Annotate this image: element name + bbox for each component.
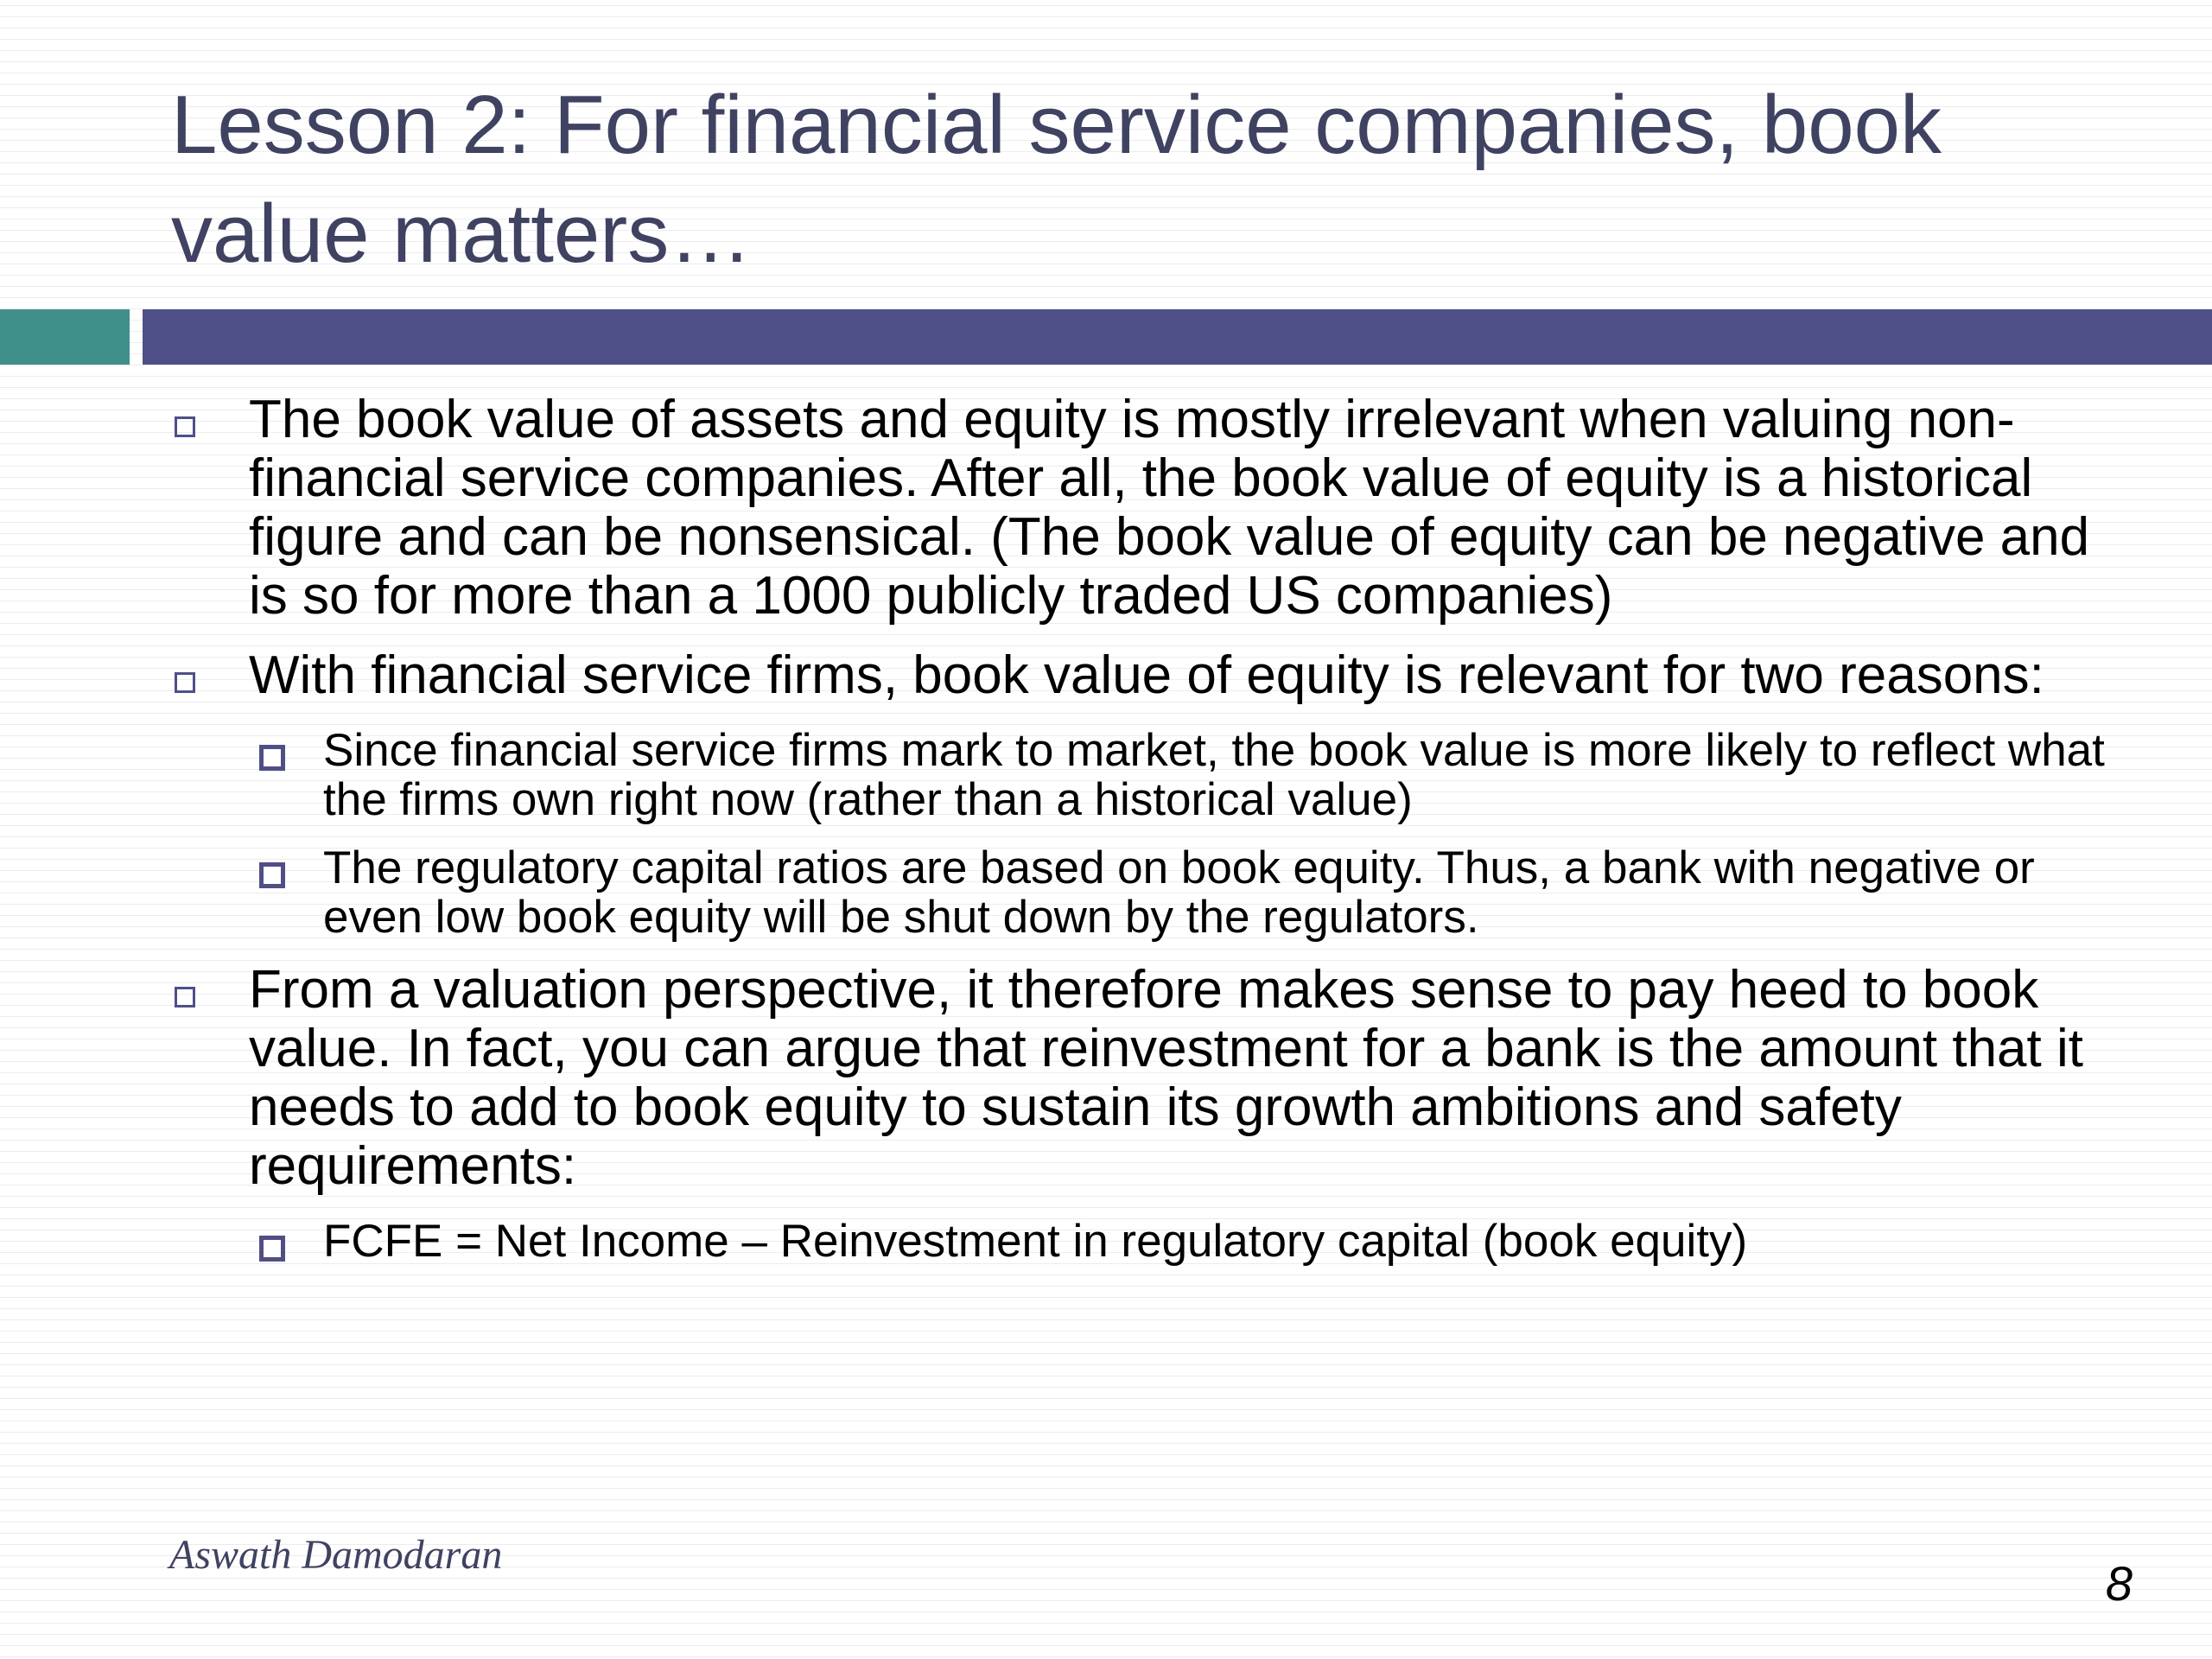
bullet-text: With financial service firms, book value of equity is relevant for two reasons: xyxy=(249,645,2044,705)
hollow-square-bullet-icon xyxy=(175,672,195,693)
page-number: 8 xyxy=(2105,1556,2133,1611)
slide-title: Lesson 2: For financial service companies, book value matters… xyxy=(171,79,1942,280)
bullet-item xyxy=(171,646,2107,705)
footer-author: Aswath Damodaran xyxy=(169,1532,503,1578)
sub-bullet-item xyxy=(249,726,2107,824)
square-bullet-icon xyxy=(259,745,285,771)
square-bullet-icon xyxy=(259,1236,285,1262)
sub-bullet-text: Since financial service firms mark to market, the book value is more likely to reflect what the firms own right now (rather than a historical value) xyxy=(323,725,2105,825)
bullet-text: From a valuation perspective, it therefore makes sense to pay heed to book value. In fact, you can argue that reinvestment for a bank is the amount that it needs to add to book equity to sustain its growth ambitions and safety requirements: xyxy=(249,960,2083,1196)
hollow-square-bullet-icon xyxy=(175,416,195,437)
bullet-list xyxy=(171,391,2107,1285)
bullet-text: The book value of assets and equity is mostly irrelevant when valuing non-financial service companies. After all, the book value of equity is a historical figure and can be nonsensical. (The book value of equity can be negative and is so for more than a 1000 publicly traded US companies) xyxy=(249,390,2090,626)
sub-bullet-item xyxy=(249,843,2107,942)
sub-bullet-text: The regulatory capital ratios are based on book equity. Thus, a bank with negative or even low book equity will be shut down by the regulators. xyxy=(323,842,2035,943)
bullet-item xyxy=(171,961,2107,1196)
bullet-item xyxy=(171,391,2107,626)
sub-bullet-item xyxy=(249,1217,2107,1266)
title-accent-bar-teal xyxy=(0,309,130,365)
square-bullet-icon xyxy=(259,862,285,888)
hollow-square-bullet-icon xyxy=(175,987,195,1007)
title-accent-bar-purple xyxy=(143,309,2212,365)
sub-bullet-text: FCFE = Net Income – Reinvestment in regulatory capital (book equity) xyxy=(323,1216,1748,1267)
